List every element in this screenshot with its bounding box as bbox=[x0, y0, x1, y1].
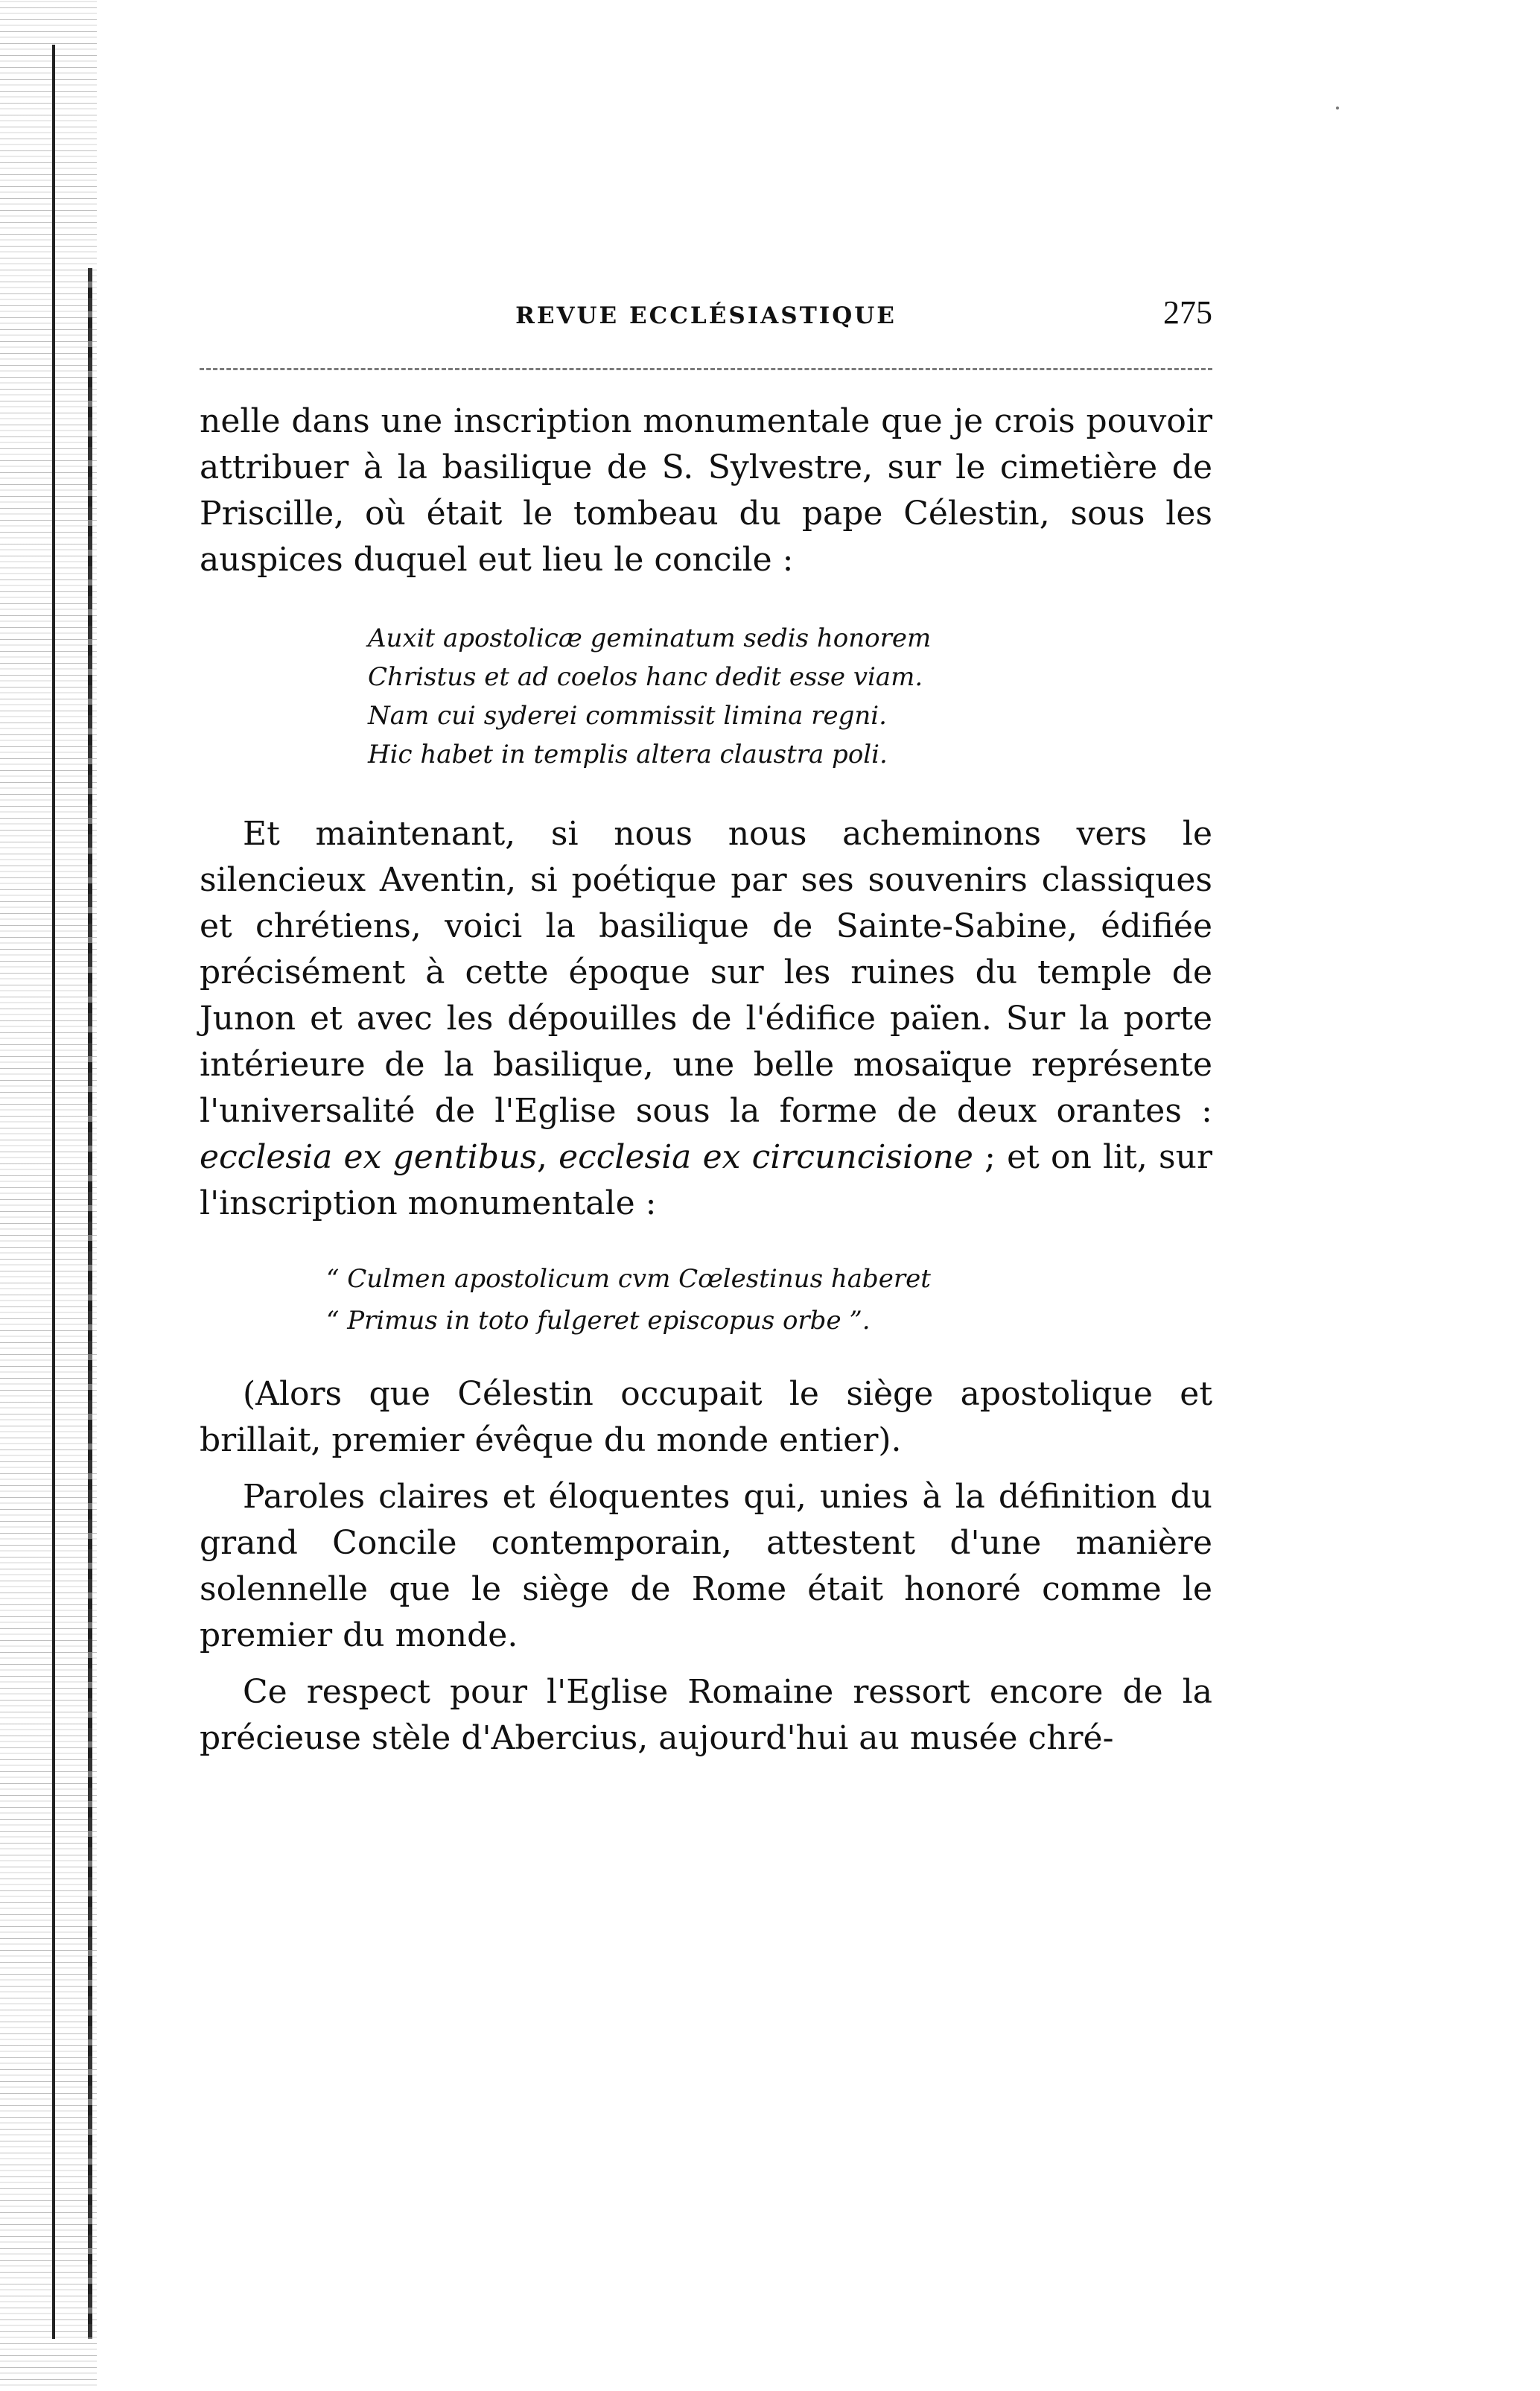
book-page bbox=[200, 294, 1212, 1762]
header-rule bbox=[200, 368, 1212, 370]
scan-binding-line-inner bbox=[88, 268, 92, 2339]
mosaic-inscription-quote bbox=[326, 1258, 1212, 1341]
scan-binding-edge bbox=[0, 0, 97, 2391]
running-title: REVUE ECCLÉSIASTIQUE bbox=[515, 302, 897, 329]
latin-inscription-verse bbox=[368, 619, 1212, 774]
scan-speck bbox=[1336, 107, 1339, 109]
verse-line: Auxit apostolicæ geminatum sedis honorem bbox=[368, 623, 932, 653]
quote-line: “ Primus in toto fulgeret episcopus orbe ”. bbox=[326, 1306, 871, 1336]
paragraph-5: Ce respect pour l'Eglise Romaine ressort encore de la précieuse stèle d'Abercius, aujourd'hui au musée chré- bbox=[200, 1673, 1212, 1757]
scan-binding-line bbox=[52, 45, 55, 2339]
verse-line: Hic habet in templis altera claustra poli. bbox=[368, 740, 888, 769]
paragraph-2-end: ; et on lit, sur l'inscription monumentale : bbox=[200, 1138, 1212, 1222]
paragraph-3: (Alors que Célestin occupait le siège apostolique et brillait, premier évêque du monde entier). bbox=[200, 1375, 1212, 1459]
quote-line: “ Culmen apostolicum cvm Cœlestinus haberet bbox=[326, 1264, 931, 1294]
verse-line: Nam cui syderei commissit limina regni. bbox=[368, 701, 887, 731]
italic-ecclesia-circuncisione: ecclesia ex circuncisione bbox=[559, 1138, 973, 1176]
paragraph-4: Paroles claires et éloquentes qui, unies à la définition du grand Concile contemporain, attestent d'une manière solennelle que le siège de Rome était honoré comme le premier du monde. bbox=[200, 1478, 1212, 1654]
paragraph-1: nelle dans une inscription monumentale que je crois pouvoir attribuer à la basilique de S. Sylvestre, sur le cimetière de Priscille, où était le tombeau du pape Célestin, sous les auspices duquel eut lieu le concile : bbox=[200, 402, 1212, 579]
italic-ecclesia-gentibus: ecclesia ex gentibus bbox=[200, 1138, 537, 1176]
paragraph-2-text: Et maintenant, si nous nous acheminons vers le silencieux Aventin, si poétique par ses souvenirs classiques et chrétiens, voici la basilique de Sainte-Sabine, édifiée précisément à cette époque sur les ruines du temple de Junon et avec les dépouilles de l'édifice païen. Sur la porte intérieure de la basilique, une belle mosaïque représente l'universalité de l'Eglise sous la forme de deux orantes : bbox=[200, 815, 1212, 1130]
verse-line: Christus et ad coelos hanc dedit esse viam. bbox=[368, 662, 923, 692]
page-number: 275 bbox=[1163, 294, 1212, 331]
running-head bbox=[200, 294, 1212, 343]
paragraph-2 bbox=[200, 811, 1212, 1227]
paragraph-2-comma: , bbox=[536, 1138, 559, 1176]
